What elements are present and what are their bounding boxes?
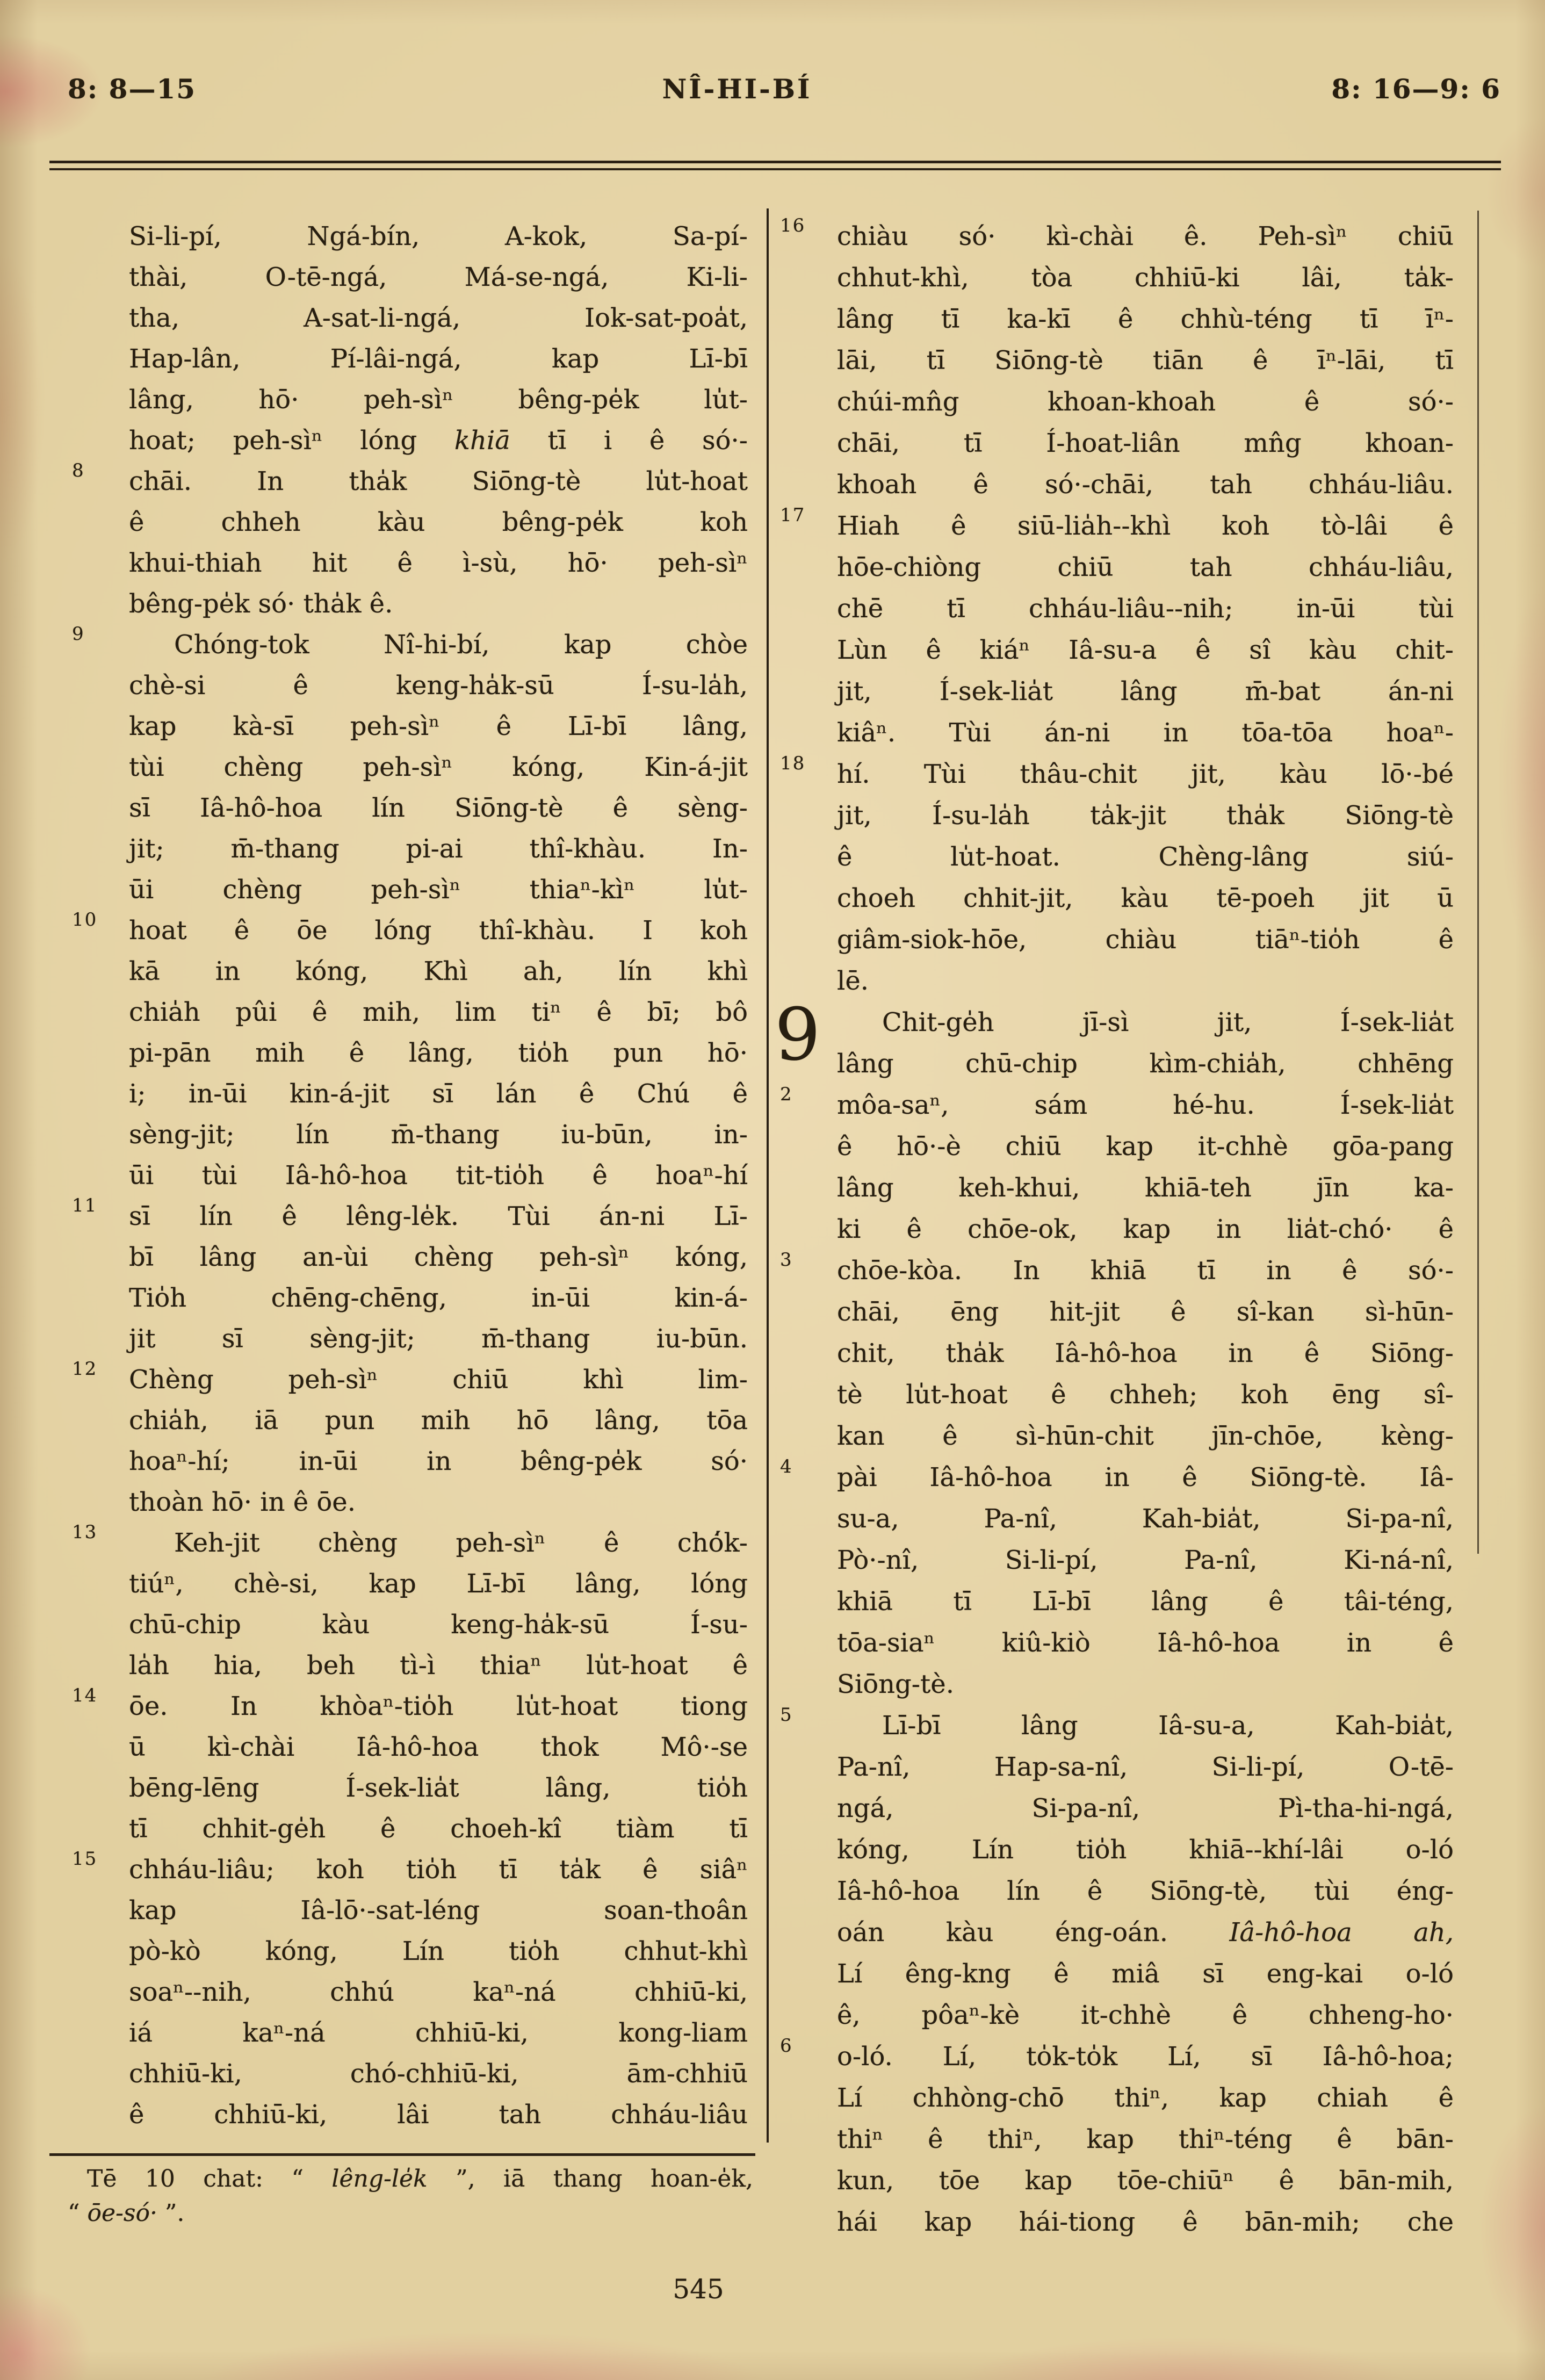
text-segment: sèng-jit; lín m̄-thang iu-būn, in-: [129, 1120, 748, 1150]
text-line: [837, 1540, 1454, 1581]
footnote-rule: [49, 2153, 755, 2156]
text-line: [72, 909, 748, 951]
text-line: [780, 753, 1454, 795]
text-segment: ū kì-chài Iâ-hô-hoa thok Mô·-se: [129, 1732, 748, 1762]
text-segment: iá kaⁿ-ná chhiū-ki, kong-liam: [129, 2018, 748, 2048]
text-segment: ōe-só·: [87, 2199, 157, 2227]
text-line: [837, 340, 1454, 381]
text-segment: chè-si ê keng-ha̍k-sū Í-su-la̍h,: [129, 670, 748, 701]
text-segment: Chóng-tok Nî-hi-bí, kap chòe: [174, 630, 748, 660]
book-title: NÎ-HI-BÍ: [662, 73, 812, 105]
text-segment: chiàu só· kì-chài ê. Peh-sìⁿ chiū: [837, 221, 1454, 251]
text-line: [129, 665, 748, 706]
text-segment: tiúⁿ, chè-si, kap Lī-bī lâng, lóng: [129, 1569, 748, 1599]
text-segment: lāi, tī Siōng-tè tiān ê īⁿ-lāi, tī: [837, 345, 1454, 376]
text-segment: Hap-lân, Pí-lâi-ngá, kap Lī-bī: [129, 344, 748, 374]
header-rule-bottom: [49, 168, 1501, 170]
text-line: [72, 1685, 748, 1727]
text-line: [837, 795, 1454, 836]
text-segment: chū-chip kàu keng-ha̍k-sū Í-su-: [129, 1610, 748, 1640]
text-segment: tōa-siaⁿ kiû-kiò Iâ-hô-hoa in ê: [837, 1628, 1454, 1658]
text-segment: tè lu̍t-hoat ê chheh; koh ēng sî-: [837, 1380, 1454, 1410]
text-segment: sī lín ê lêng-le̍k. Tùi án-ni Lī-: [129, 1201, 748, 1231]
text-line: [837, 2119, 1454, 2160]
text-line: [129, 1808, 748, 1849]
text-line: [780, 215, 1454, 257]
text-segment: chháu-liâu; koh tio̍h tī ta̍k ê siâⁿ: [129, 1855, 748, 1885]
text-segment: tī chhit-ge̍h ê choeh-kî tiàm tī: [129, 1814, 748, 1844]
text-line: [68, 2196, 753, 2231]
text-line: [68, 2162, 753, 2196]
verse-number: 11: [72, 1195, 98, 1216]
verse-number: 16: [780, 215, 806, 236]
text-segment: chhiū-ki, chó-chhiū-ki, ām-chhiū: [129, 2059, 748, 2089]
text-segment: khiā tī Lī-bī lâng ê tâi-téng,: [837, 1586, 1454, 1617]
verse-number: 3: [780, 1249, 793, 1271]
text-line: [72, 1195, 748, 1237]
right-edge-rule: [1477, 211, 1479, 1554]
text-line: [837, 1292, 1454, 1333]
text-line: [129, 828, 748, 869]
text-line: [129, 1890, 748, 1931]
text-line: [129, 1400, 748, 1441]
text-segment: lē.: [837, 966, 869, 996]
text-segment: kun, tōe kap tōe-chiūⁿ ê bān-mih,: [837, 2166, 1454, 2196]
text-segment: tī i ê só·-: [510, 425, 748, 456]
text-segment: tùi chèng peh-sìⁿ kóng, Kin-á-jit: [129, 752, 748, 782]
text-segment: Tē 10 chat: “: [87, 2165, 332, 2193]
text-segment: su-a, Pa-nî, Kah-bia̍t, Si-pa-nî,: [837, 1504, 1454, 1534]
text-line: [129, 1237, 748, 1278]
text-line: [837, 1747, 1454, 1788]
text-line: [129, 420, 748, 461]
text-segment: Chèng peh-sìⁿ chiū khì lim-: [129, 1365, 748, 1395]
text-segment: kap kà-sī peh-sìⁿ ê Lī-bī lâng,: [129, 711, 748, 741]
text-segment: i; in-ūi kin-á-jit sī lán ê Chú ê: [129, 1079, 748, 1109]
text-segment: Chit-ge̍h jī-sì jit, Í-sek-lia̍t: [882, 1007, 1454, 1037]
text-line: [837, 1416, 1454, 1457]
text-segment: Pò·-nî, Si-li-pí, Pa-nî, Ki-ná-nî,: [837, 1545, 1454, 1575]
text-line: [837, 381, 1454, 423]
header-verse-range-left: 8: 8—15: [68, 73, 197, 105]
text-line: [129, 951, 748, 992]
text-line: [837, 1995, 1454, 2036]
text-segment: pi-pān mih ê lâng, tio̍h pun hō·: [129, 1038, 748, 1068]
text-segment: ê chhiū-ki, lâi tah chháu-liâu: [129, 2100, 748, 2130]
text-line: [129, 543, 748, 583]
text-line: [837, 2202, 1454, 2243]
text-segment: ūi tùi Iâ-hô-hoa tit-tio̍h ê hoaⁿ-hí: [129, 1160, 748, 1191]
text-line: [837, 423, 1454, 464]
text-line: [129, 706, 748, 747]
verse-number: 4: [780, 1456, 793, 1477]
text-line: [837, 1043, 1454, 1085]
text-segment: bī lâng an-ùi chèng peh-sìⁿ kóng,: [129, 1242, 748, 1272]
text-segment: tha, A-sat-li-ngá, Iok-sat-poa̍t,: [129, 303, 748, 333]
text-line: [72, 1358, 748, 1400]
text-segment: thài, O-tē-ngá, Má-se-ngá, Ki-li-: [129, 262, 748, 292]
chapter-number: 9: [775, 993, 821, 1077]
text-line: [837, 299, 1454, 340]
text-line: [72, 623, 748, 665]
text-line: [837, 588, 1454, 630]
text-segment: môa-saⁿ, sám hé-hu. Í-sek-lia̍t: [837, 1090, 1454, 1120]
text-line: [129, 1563, 748, 1604]
verse-number: 6: [780, 2035, 793, 2057]
text-line: [837, 464, 1454, 506]
text-segment: Siōng-tè.: [837, 1669, 954, 1699]
text-line: [129, 2053, 748, 2094]
text-line: [837, 1622, 1454, 1664]
text-line: [780, 1456, 1454, 1498]
verse-number: 18: [780, 753, 806, 774]
text-segment: kan ê sì-hūn-chit jīn-chōe, kèng-: [837, 1421, 1454, 1451]
verse-number: 17: [780, 504, 806, 526]
text-line: [72, 460, 748, 502]
text-segment: kā in kóng, Khì ah, lín khì: [129, 956, 748, 986]
text-line: [837, 1788, 1454, 1829]
text-line: [837, 1581, 1454, 1622]
text-line: [780, 1249, 1454, 1292]
text-segment: kiâⁿ. Tùi án-ni in tōa-tōa hoaⁿ-: [837, 718, 1454, 748]
text-segment: thiⁿ ê thiⁿ, kap thiⁿ-téng ê bān-: [837, 2124, 1454, 2154]
text-segment: lâng, hō· peh-sìⁿ bêng-pe̍k lu̍t-: [129, 385, 748, 415]
text-segment: ê, pôaⁿ-kè it-chhè ê chheng-ho·: [837, 2000, 1454, 2030]
text-line: [837, 1167, 1454, 1209]
text-line: [837, 1912, 1454, 1953]
text-segment: chāi, tī Í-hoat-liân mn̂g khoan-: [837, 428, 1454, 458]
text-line: [780, 2035, 1454, 2078]
text-segment: la̍h hia, beh tì-ì thiaⁿ lu̍t-hoat ê: [129, 1650, 748, 1681]
text-segment: giâm-siok-hōe, chiàu tiāⁿ-tio̍h ê: [837, 925, 1454, 955]
text-line: [129, 298, 748, 338]
text-segment: lâng tī ka-kī ê chhù-téng tī īⁿ-: [837, 304, 1454, 334]
text-segment: lâng keh-khui, khiā-teh jīn ka-: [837, 1173, 1454, 1203]
text-line: [837, 2160, 1454, 2202]
text-segment: jit, Í-su-la̍h ta̍k-jit tha̍k Siōng-tè: [837, 800, 1454, 831]
text-line: [129, 1645, 748, 1686]
text-line: [129, 869, 748, 910]
verse-number: 9: [72, 623, 85, 645]
text-line: [129, 338, 748, 379]
text-line: [129, 1604, 748, 1645]
text-segment: Si-li-pí, Ngá-bín, A-kok, Sa-pí-: [129, 221, 748, 251]
text-line: [837, 1953, 1454, 1995]
text-line: [837, 1374, 1454, 1416]
text-segment: chúi-mn̂g khoan-khoah ê só·-: [837, 387, 1454, 417]
header-rule-top: [49, 161, 1501, 163]
text-line: [837, 1829, 1454, 1871]
footnote: [68, 2162, 753, 2231]
verse-number: 13: [72, 1521, 98, 1543]
text-segment: Lí chhòng-chō thiⁿ, kap chiah ê: [837, 2083, 1454, 2113]
text-line: [837, 630, 1454, 671]
verse-number: 8: [72, 460, 85, 481]
text-line: [129, 2094, 748, 2135]
text-segment: khoah ê só·-chāi, tah chháu-liâu.: [837, 470, 1454, 500]
text-segment: Tio̍h chēng-chēng, in-ūi kin-á-: [129, 1283, 748, 1313]
text-segment: chit, tha̍k Iâ-hô-hoa in ê Siōng-: [837, 1338, 1454, 1368]
text-line: [129, 1033, 748, 1073]
verse-number: 5: [780, 1704, 793, 1726]
text-segment: kóng, Lín tio̍h khiā--khí-lâi o-ló: [837, 1835, 1454, 1865]
text-segment: thoàn hō· in ê ōe.: [129, 1487, 356, 1517]
text-line: [837, 878, 1454, 919]
text-line: [129, 788, 748, 828]
text-segment: chia̍h, iā pun mih hō lâng, tōa: [129, 1405, 748, 1436]
verse-number: 12: [72, 1358, 98, 1380]
text-line: [129, 1441, 748, 1482]
text-segment: chāi, ēng hit-jit ê sî-kan sì-hūn-: [837, 1297, 1454, 1327]
text-line: [837, 836, 1454, 878]
text-column-left: [72, 216, 748, 2135]
page-number: 545: [673, 2274, 724, 2305]
page-header: [0, 73, 1545, 111]
text-line: [837, 1333, 1454, 1374]
header-verse-range-right: 8: 16—9: 6: [1331, 73, 1501, 105]
text-line: [837, 257, 1454, 299]
text-segment: chia̍h pûi ê mih, lim tiⁿ ê bī; bô: [129, 997, 748, 1027]
text-segment: chhut-khì, tòa chhiū-ki lâi, ta̍k-: [837, 263, 1454, 293]
verse-number: 10: [72, 909, 98, 931]
text-segment: jit; m̄-thang pi-ai thî-khàu. In-: [129, 834, 748, 864]
text-segment: hoat ê ōe lóng thî-khàu. I koh: [129, 915, 748, 946]
text-line: [129, 1931, 748, 1972]
text-line: [129, 2013, 748, 2053]
text-segment: Iâ-hô-hoa lín ê Siōng-tè, tùi éng-: [837, 1876, 1454, 1906]
text-segment: ê chheh kàu bêng-pe̍k koh: [129, 507, 748, 537]
text-line: [129, 1768, 748, 1808]
text-line: [837, 712, 1454, 754]
text-segment: soaⁿ--nih, chhú kaⁿ-ná chhiū-ki,: [129, 1977, 748, 2007]
text-segment: Lī-bī lâng Iâ-su-a, Kah-bia̍t,: [882, 1711, 1454, 1741]
text-line: [72, 1521, 748, 1563]
text-line: [129, 257, 748, 298]
text-segment: ”.: [157, 2199, 185, 2227]
text-segment: Hiah ê siū-lia̍h--khì koh tò-lâi ê: [837, 511, 1454, 541]
text-segment: hōe-chiòng chiū tah chháu-liâu,: [837, 552, 1454, 582]
text-line: [837, 671, 1454, 712]
text-segment: pài Iâ-hô-hoa in ê Siōng-tè. Iâ-: [837, 1462, 1454, 1492]
text-column-right: [775, 215, 1454, 2243]
text-segment: hí. Tùi thâu-chit jit, kàu lō·-bé: [837, 759, 1454, 789]
text-line: [129, 502, 748, 543]
text-line: [780, 504, 1454, 547]
text-segment: sī Iâ-hô-hoa lín Siōng-tè ê sèng-: [129, 793, 748, 823]
text-line: [129, 1114, 748, 1155]
text-line: [129, 379, 748, 420]
text-segment: chē tī chháu-liâu--nih; in-ūi tùi: [837, 594, 1454, 624]
text-segment: ūi chèng peh-sìⁿ thiaⁿ-kìⁿ lu̍t-: [129, 875, 748, 905]
text-segment: bêng-pe̍k só· tha̍k ê.: [129, 589, 393, 619]
text-line: [837, 1126, 1454, 1167]
verse-number: 14: [72, 1685, 98, 1706]
text-line: [780, 1084, 1454, 1126]
text-segment: kap Iâ-lō·-sat-léng soan-thoân: [129, 1895, 748, 1925]
verse-number: 2: [780, 1084, 793, 1105]
text-line: [129, 1972, 748, 2013]
verse-number: 15: [72, 1848, 98, 1870]
text-segment: bēng-lēng Í-sek-lia̍t lâng, tio̍h: [129, 1773, 748, 1803]
text-segment: hoaⁿ-hí; in-ūi in bêng-pe̍k só·: [129, 1446, 748, 1476]
text-segment: pò-kò kóng, Lín tio̍h chhut-khì: [129, 1936, 748, 1966]
text-line: [72, 1848, 748, 1890]
text-line: [129, 216, 748, 257]
text-segment: ê lu̍t-hoat. Chèng-lâng siú-: [837, 842, 1454, 872]
text-line: [129, 1727, 748, 1768]
text-line: [837, 2078, 1454, 2119]
text-line: [129, 1278, 748, 1318]
text-segment: Pa-nî, Hap-sa-nî, Si-li-pí, O-tē-: [837, 1752, 1454, 1782]
text-segment: ”, iā thang hoan-e̍k,: [427, 2165, 753, 2193]
text-line: [129, 747, 748, 788]
text-segment: oán kàu éng-oán.: [837, 1917, 1230, 1948]
text-segment: hái kap hái-tiong ê bān-mih; che: [837, 2207, 1454, 2237]
text-segment: Lí êng-kng ê miâ sī eng-kai o-ló: [837, 1959, 1454, 1989]
text-line: [837, 1871, 1454, 1912]
text-line: [837, 1209, 1454, 1250]
text-segment: choeh chhit-jit, kàu tē-poeh jit ū: [837, 883, 1454, 913]
text-line: [780, 1704, 1454, 1747]
column-divider: [767, 208, 769, 2143]
text-line: [837, 547, 1454, 588]
text-line: [837, 961, 1454, 1002]
text-segment: o-ló. Lí, to̍k-to̍k Lí, sī Iâ-hô-hoa;: [837, 2042, 1454, 2072]
text-segment: Keh-jit chèng peh-sìⁿ ê chó̍k-: [174, 1528, 748, 1558]
text-line: [837, 1498, 1454, 1540]
text-segment: lêng-le̍k: [331, 2165, 428, 2193]
text-segment: Iâ-hô-hoa ah,: [1229, 1917, 1454, 1948]
text-segment: hoat; peh-sìⁿ lóng: [129, 425, 454, 456]
text-line: [837, 1664, 1454, 1705]
text-segment: ki ê chōe-ok, kap in lia̍t-chó· ê: [837, 1214, 1454, 1244]
text-line: [129, 1073, 748, 1114]
text-segment: ê hō·-è chiū kap it-chhè gōa-pang: [837, 1131, 1454, 1162]
text-segment: ōe. In khòaⁿ-tio̍h lu̍t-hoat tiong: [129, 1691, 748, 1721]
text-line: [129, 1155, 748, 1196]
text-segment: ngá, Si-pa-nî, Pì-tha-hi-ngá,: [837, 1793, 1454, 1823]
text-segment: khiā: [454, 425, 510, 456]
text-line: [129, 1318, 748, 1359]
text-line: [837, 919, 1454, 961]
text-line: [129, 1482, 748, 1523]
text-segment: khui-thiah hit ê ì-sù, hō· peh-sìⁿ: [129, 548, 748, 578]
text-segment: chōe-kòa. In khiā tī in ê só·-: [837, 1256, 1454, 1286]
text-segment: jit, Í-sek-lia̍t lâng m̄-bat án-ni: [837, 676, 1454, 706]
text-segment: jit sī sèng-jit; m̄-thang iu-būn.: [129, 1324, 748, 1354]
text-line: [129, 992, 748, 1033]
text-segment: chāi. In tha̍k Siōng-tè lu̍t-hoat: [129, 466, 748, 496]
text-segment: “: [68, 2199, 88, 2227]
text-segment: Lùn ê kiáⁿ Iâ-su-a ê sî kàu chit-: [837, 635, 1454, 665]
text-segment: lâng chū-chip kìm-chia̍h, chhēng: [837, 1049, 1454, 1079]
text-line: [129, 583, 748, 624]
